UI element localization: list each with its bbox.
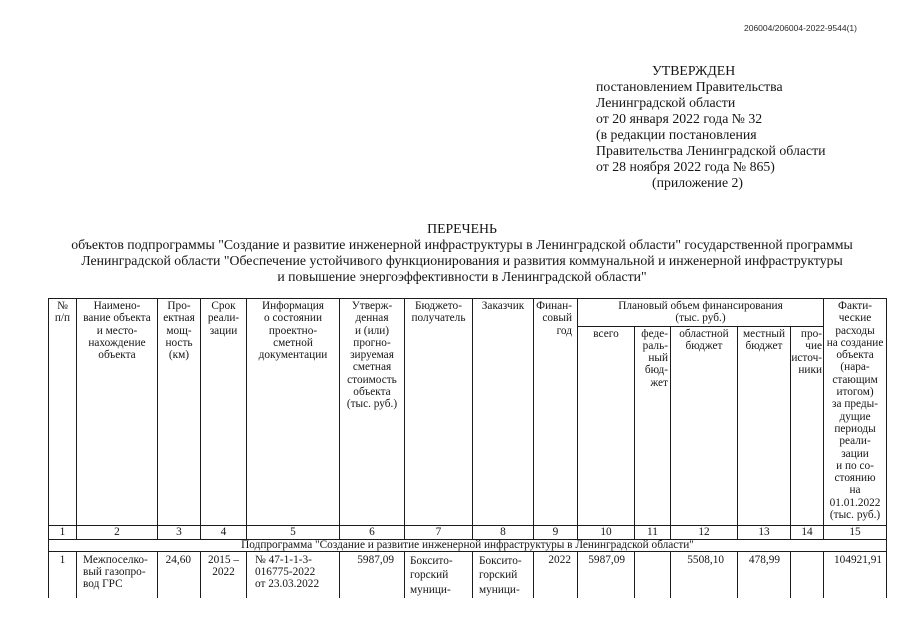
cell-planned-federal — [635, 551, 671, 598]
header-capacity: Про- ектная мощ- ность (км) — [158, 299, 201, 526]
cell-planned-total: 5987,09 — [578, 551, 635, 598]
approval-line: (в редакции постановления — [596, 127, 757, 142]
cell-budget-recipient: Боксито- горский муници- — [405, 551, 473, 598]
objects-table — [48, 298, 887, 598]
header-design-documentation: Информация о состоянии проектно- сметной документации — [247, 299, 340, 526]
header-actual-expenses: Факти- ческие расходы на создание объекта (нара- стающим итогом) за преды- дущие периоды реали- зации и по со- стоянию на 01.01.2022 (тыс. руб.) — [824, 299, 887, 526]
header-object-name: Наимено- вание объекта и место- нахождение объекта — [77, 299, 158, 526]
cell-planned-regional: 5508,10 — [671, 551, 738, 598]
header-planned-federal: феде- раль- ный бюд- жет — [635, 326, 671, 525]
column-number: 8 — [473, 525, 534, 539]
cell-object-name: Межпоселко- вый газопро- вод ГРС — [77, 551, 158, 598]
subprogram-title: Подпрограмма "Создание и развитие инженерной инфраструктуры в Ленинградской области" — [49, 539, 887, 551]
cell-customer: Боксито- горский муници- — [473, 551, 534, 598]
approval-line: постановлением Правительства — [596, 79, 783, 94]
table-header-row — [49, 299, 887, 327]
column-number: 10 — [578, 525, 635, 539]
cell-capacity: 24,60 — [158, 551, 201, 598]
cell-planned-other — [791, 551, 824, 598]
approval-line: Правительства Ленинградской области — [596, 143, 826, 158]
cell-estimated-cost: 5987,09 — [340, 551, 405, 598]
column-number: 3 — [158, 525, 201, 539]
document-heading — [20, 221, 904, 285]
column-number: 9 — [534, 525, 578, 539]
registration-number: 206004/206004-2022-9544(1) — [744, 23, 857, 33]
column-number: 6 — [340, 525, 405, 539]
header-implementation-period: Срок реали- зации — [201, 299, 247, 526]
header-row-number: № п/п — [49, 299, 77, 526]
heading-title: ПЕРЕЧЕНЬ — [427, 221, 497, 236]
column-number: 11 — [635, 525, 671, 539]
header-estimated-cost: Утверж- денная и (или) прогно- зируемая сметная стоимость объекта (тыс. руб.) — [340, 299, 405, 526]
approval-title: УТВЕРЖДЕН — [652, 63, 736, 78]
header-financial-year: Финан- совый год — [534, 299, 578, 526]
approval-line: Ленинградской области — [596, 95, 736, 110]
heading-line: объектов подпрограммы "Создание и развитие инженерной инфраструктуры в Ленинградской области" государственной программы — [71, 237, 853, 252]
column-number-row — [49, 525, 887, 539]
approval-block — [596, 63, 826, 191]
header-planned-local: местный бюджет — [738, 326, 791, 525]
column-number: 1 — [49, 525, 77, 539]
cell-number: 1 — [49, 551, 77, 598]
header-planned-financing: Плановый объем финансирования (тыс. руб.) — [578, 299, 824, 327]
column-number: 13 — [738, 525, 791, 539]
column-number: 12 — [671, 525, 738, 539]
cell-financial-year: 2022 — [534, 551, 578, 598]
heading-line: и повышение энергоэффективности в Ленинградской области" — [277, 269, 647, 284]
header-budget-recipient: Бюджето- получатель — [405, 299, 473, 526]
approval-appendix: (приложение 2) — [652, 175, 744, 190]
header-planned-other: про- чие источ- ники — [791, 326, 824, 525]
approval-line: от 28 ноября 2022 года № 865) — [596, 159, 775, 174]
column-number: 5 — [247, 525, 340, 539]
header-customer: Заказчик — [473, 299, 534, 526]
column-number: 4 — [201, 525, 247, 539]
column-number: 14 — [791, 525, 824, 539]
cell-implementation-period: 2015 – 2022 — [201, 551, 247, 598]
column-number: 2 — [77, 525, 158, 539]
cell-design-documentation: № 47-1-1-3- 016775-2022 от 23.03.2022 — [247, 551, 340, 598]
approval-line: от 20 января 2022 года № 32 — [596, 111, 763, 126]
cell-planned-local: 478,99 — [738, 551, 791, 598]
table-row — [49, 551, 887, 598]
heading-line: Ленинградской области "Обеспечение устойчивого функционирования и развития коммунальной и инженерной инфраструктуры — [81, 253, 843, 268]
header-planned-regional: областной бюджет — [671, 326, 738, 525]
cell-actual-expenses: 104921,91 — [824, 551, 887, 598]
subprogram-row — [49, 539, 887, 551]
column-number: 7 — [405, 525, 473, 539]
column-number: 15 — [824, 525, 887, 539]
header-planned-total: всего — [578, 326, 635, 525]
